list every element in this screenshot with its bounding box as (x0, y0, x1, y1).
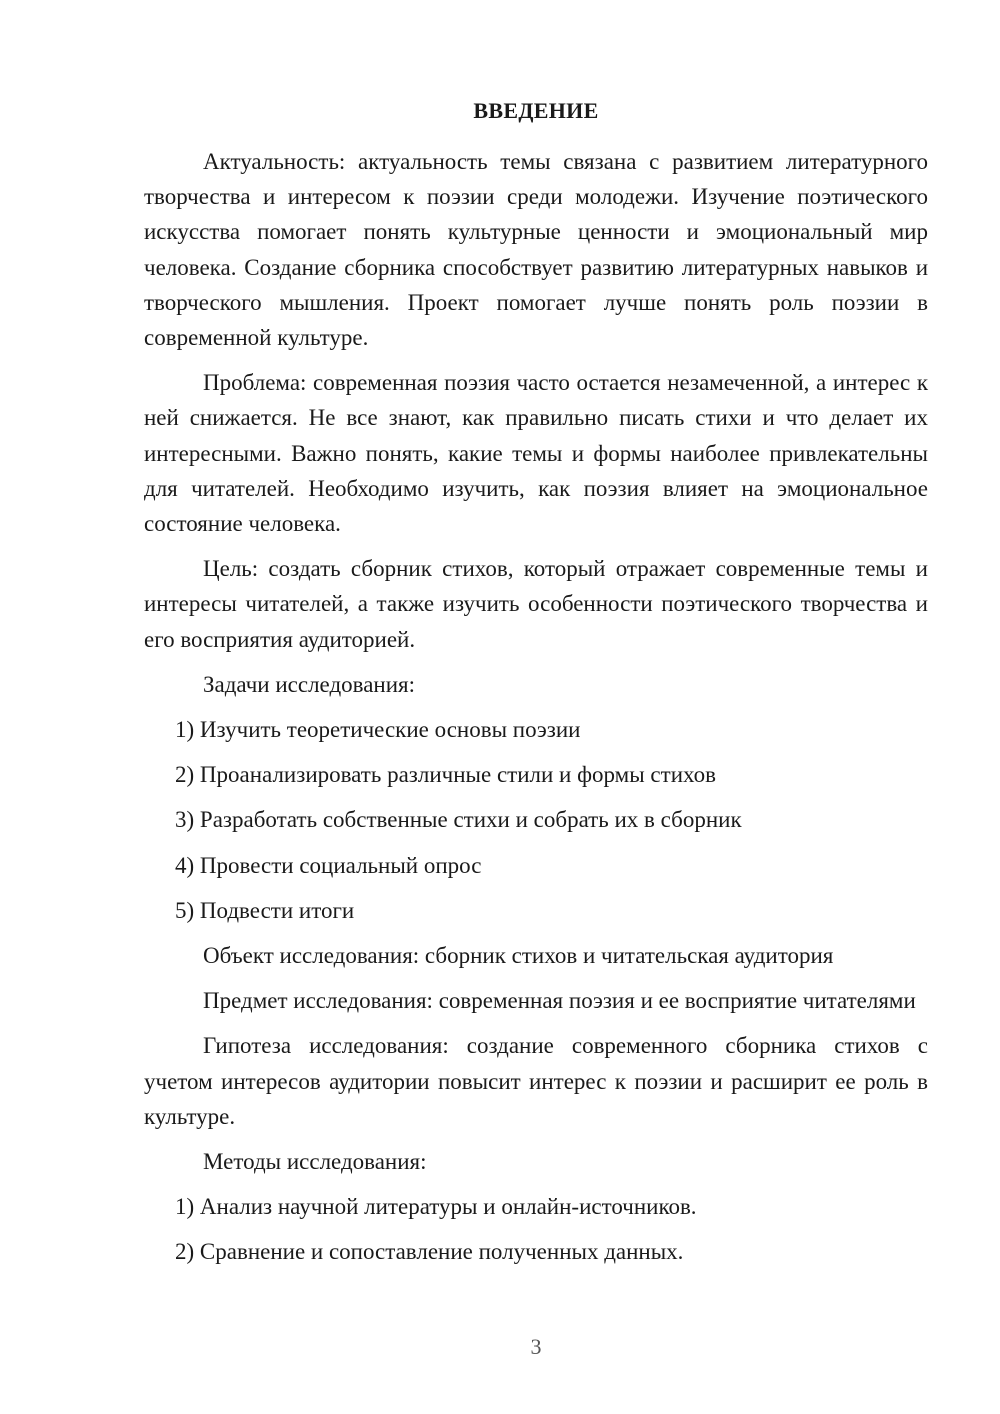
list-item: 3) Разработать собственные стихи и собрать их в сборник (175, 807, 742, 833)
list-item: 5) Подвести итоги (175, 897, 355, 923)
tasks-heading: Задачи исследования: (203, 671, 416, 697)
page-title: ВВЕДЕНИЕ (473, 98, 599, 123)
object-paragraph: Объект исследования: сборник стихов и читательская аудитория (203, 943, 834, 969)
document-body (144, 144, 928, 1280)
list-item: 2) Сравнение и сопоставление полученных данных. (175, 1239, 684, 1265)
goal-paragraph: Цель: создать сборник стихов, который отражает современные темы и интересы читателей, а также изучить особенности поэтического творчества и его восприятия аудиторией. (144, 556, 928, 652)
methods-list (144, 1189, 928, 1269)
list-item: 2) Проанализировать различные стили и формы стихов (175, 762, 716, 788)
page-number: 3 (530, 1334, 542, 1359)
tasks-list (144, 712, 928, 928)
list-item: 4) Провести социальный опрос (175, 852, 482, 878)
list-item: 1) Анализ научной литературы и онлайн-источников. (175, 1194, 697, 1220)
subject-paragraph: Предмет исследования: современная поэзия и ее восприятие читателями (203, 988, 916, 1014)
problem-paragraph: Проблема: современная поэзия часто остается незамеченной, а интерес к ней снижается. Не все знают, как правильно писать стихи и что делает их интересными. Важно понять, какие темы и формы наиболее привлекательны для читателей. Необходимо изучить, как поэзия влияет на эмоциональное состояние человека. (144, 370, 928, 537)
relevance-paragraph: Актуальность: актуальность темы связана с развитием литературного творчества и интересом к поэзии среди молодежи. Изучение поэтического искусства помогает понять культурные ценности и эмоциональный мир человека. Создание сборника способствует развитию литературных навыков и творческого мышления. Проект помогает лучше понять роль поэзии в современной культуре. (144, 149, 928, 351)
list-item: 1) Изучить теоретические основы поэзии (175, 717, 581, 743)
hypothesis-paragraph: Гипотеза исследования: создание современного сборника стихов с учетом интересов аудитории повысит интерес к поэзии и расширит ее роль в культуре. (144, 1033, 928, 1129)
methods-heading: Методы исследования: (203, 1149, 427, 1175)
